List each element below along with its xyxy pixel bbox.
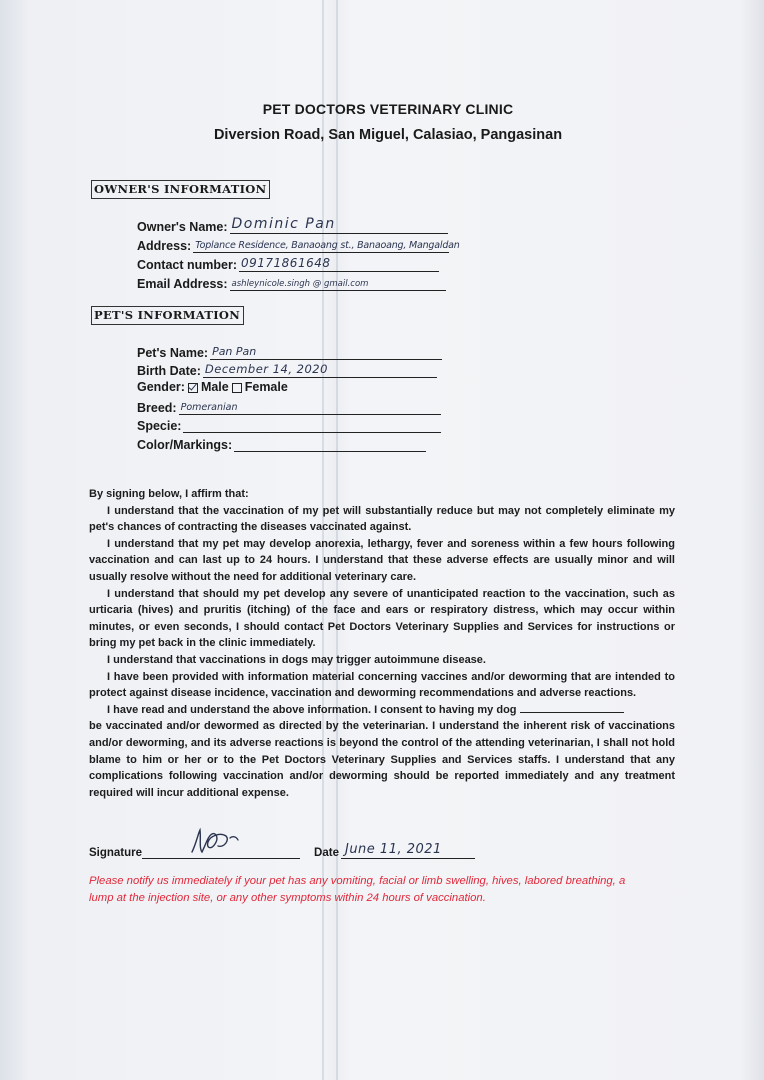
- consent-paragraph: I have been provided with information material concerning vaccines and/or deworming that are intended to protect against disease incidence, vaccination and deworming recommendations and adverse reactions.: [89, 670, 675, 700]
- pet-name-value: Pan Pan: [212, 345, 257, 358]
- date-label: Date: [314, 847, 339, 859]
- owner-section-heading: OWNER'S INFORMATION: [91, 180, 270, 199]
- consent-paragraph: I understand that my pet may develop anorexia, lethargy, fever and soreness within a few hours following vaccination and can last up to 24 hours. I understand that these adverse effects are usually minor and will usually resolve without the need for additional veterinary care.: [89, 537, 675, 583]
- gender-field: [137, 380, 288, 394]
- date-field[interactable]: [341, 838, 475, 859]
- female-checkbox[interactable]: [232, 383, 242, 393]
- pet-name-label: Pet's Name:: [137, 346, 209, 360]
- specie-field[interactable]: [137, 417, 441, 433]
- owner-name-field[interactable]: [137, 218, 448, 234]
- email-address-field[interactable]: [137, 275, 446, 291]
- male-checkbox[interactable]: [188, 383, 198, 393]
- vaccination-notice: Please notify us immediately if your pet has any vomiting, facial or limb swelling, hives, labored breathing, a lump at the injection site, or any other symptoms within 24 hours of vaccination.: [89, 875, 626, 904]
- clinic-address: Diversion Road, San Miguel, Calasiao, Pangasinan: [213, 127, 563, 143]
- consent-dog-text: I have read and understand the above information. I consent to having my dog: [107, 703, 517, 716]
- signature-label: Signature: [89, 847, 143, 859]
- breed-label: Breed:: [137, 401, 177, 415]
- owner-address-field[interactable]: [137, 237, 460, 253]
- clinic-name: PET DOCTORS VETERINARY CLINIC: [262, 101, 514, 117]
- male-label: Male: [200, 380, 229, 394]
- handwritten-signature: [186, 826, 266, 856]
- female-label: Female: [244, 380, 288, 394]
- color-markings-label: Color/Markings:: [137, 438, 233, 452]
- dog-name-blank[interactable]: [520, 702, 624, 713]
- owner-address-label: Address:: [137, 239, 192, 253]
- pet-section-heading: PET'S INFORMATION: [91, 306, 244, 325]
- birth-date-label: Birth Date:: [137, 364, 201, 378]
- consent-paragraph-dog: [89, 702, 675, 719]
- specie-label: Specie:: [137, 419, 182, 433]
- consent-paragraph: be vaccinated and/or dewormed as directed by the veterinarian. I understand the inherent risk of vaccinations and/or deworming, and its adverse reactions is beyond the control of the attending veterinarian, I shall not hold blame to him or her or to the Pet Doctors Veterinary Supplies and Services staffs. I understand that any complications following vaccination and/or deworming should be reported immediately and any treatment required will incur additional expense.: [89, 720, 675, 799]
- consent-intro: By signing below, I affirm that:: [89, 488, 249, 500]
- breed-value: Pomeranian: [180, 402, 238, 413]
- date-value: June 11, 2021: [344, 842, 442, 857]
- signature-field[interactable]: [142, 838, 300, 859]
- gender-label: Gender:: [137, 380, 185, 394]
- email-address-value: ashleynicole.singh @ gmail.com: [231, 279, 369, 289]
- birth-date-field[interactable]: [137, 362, 437, 378]
- contact-number-field[interactable]: [137, 256, 439, 272]
- owner-address-value: Toplance Residence, Banaoang st., Banaoang, Mangaldan: [195, 240, 460, 251]
- breed-field[interactable]: [137, 399, 441, 415]
- pet-name-field[interactable]: [137, 344, 442, 360]
- email-address-label: Email Address:: [137, 277, 228, 291]
- birth-date-value: December 14, 2020: [204, 362, 328, 376]
- owner-name-value: Dominic Pan: [231, 216, 336, 232]
- consent-paragraph: I understand that the vaccination of my pet will substantially reduce but may not completely eliminate my pet's chances of contracting the diseases vaccinated against.: [89, 504, 675, 534]
- owner-name-label: Owner's Name:: [137, 220, 228, 234]
- signature-row: [89, 838, 475, 859]
- consent-statements: [89, 486, 675, 801]
- color-markings-field[interactable]: [137, 436, 426, 452]
- consent-paragraph: I understand that should my pet develop any severe of unanticipated reaction to the vaccination, such as urticaria (hives) and pruritis (itching) of the face and ears or respiratory distress, which may occur within minutes, or even seconds, I should contact Pet Doctors Veterinary Supplies and Services for instructions or bring my pet back in the clinic immediately.: [89, 587, 675, 650]
- contact-number-value: 09171861648: [241, 256, 331, 270]
- contact-number-label: Contact number:: [137, 258, 237, 272]
- consent-paragraph: I understand that vaccinations in dogs may trigger autoimmune disease.: [107, 653, 486, 666]
